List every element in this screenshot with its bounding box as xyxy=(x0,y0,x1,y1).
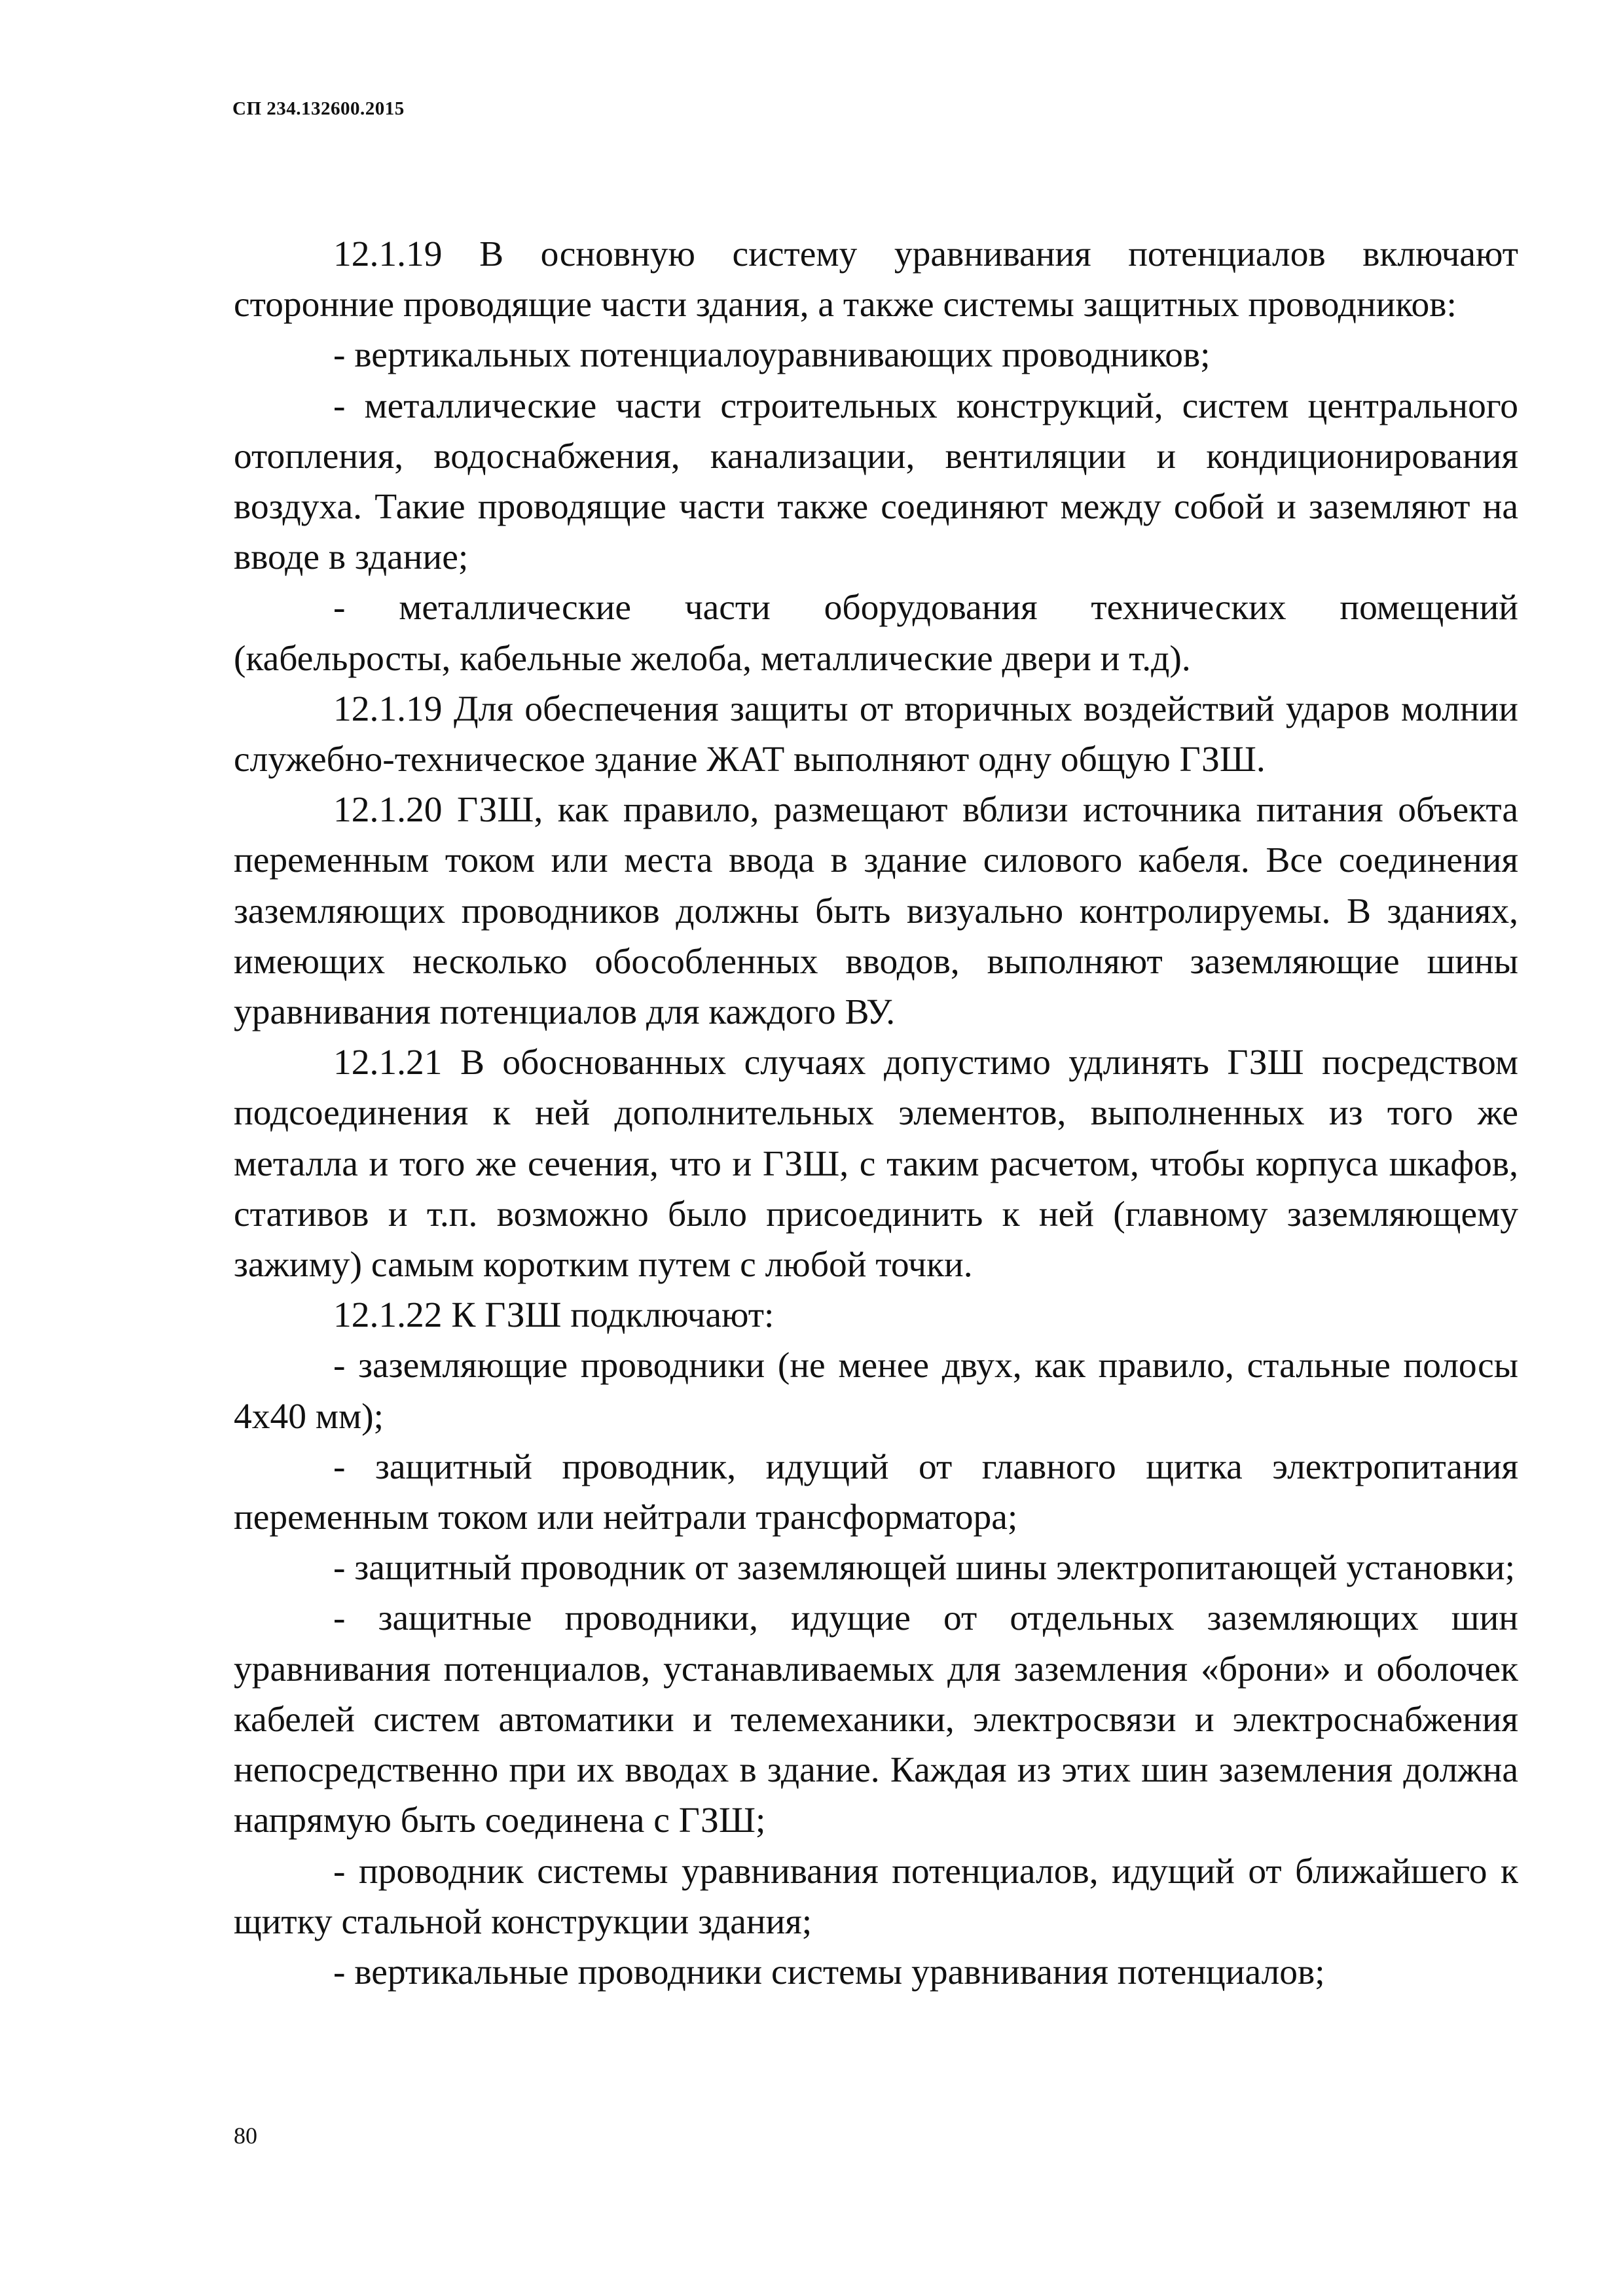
paragraph-12-1-19-intro: 12.1.19 В основную систему уравнивания потенциалов включают сторонние проводящие части здания, а также системы защитных проводников: xyxy=(234,234,1518,325)
list-item-metal-building-parts: - металлические части строительных конструкций, систем центрального отопления, водоснабжения, канализации, вентиляции и кондиционирования воздуха. Такие проводящие части также соединяют между собой и заземляют на вводе в здание; xyxy=(234,386,1518,578)
paragraph-12-1-22: 12.1.22 К ГЗШ подключают: xyxy=(333,1295,775,1336)
list-item-protective-conductor-power-unit: - защитный проводник от заземляющей шины электропитающей установки; xyxy=(333,1548,1516,1588)
page-number: 80 xyxy=(234,2123,257,2149)
document-code-header: СП 234.132600.2015 xyxy=(232,98,405,119)
document-body xyxy=(234,229,1518,1998)
paragraph-12-1-19-lightning: 12.1.19 Для обеспечения защиты от вторичных воздействий ударов молнии служебно-техническое здание ЖАТ выполняют одну общую ГЗШ. xyxy=(234,689,1518,780)
list-item-protective-conductor-main-panel: - защитный проводник, идущий от главного щитка электропитания переменным током или нейтрали трансформатора; xyxy=(234,1446,1518,1538)
list-item-protective-conductors-buses: - защитные проводники, идущие от отдельных заземляющих шин уравнивания потенциалов, устанавливаемых для заземления «брони» и оболочек кабелей систем автоматики и телемеханики, электросвязи и электроснабжения непосредственно при их вводах в здание. Каждая из этих шин заземления должна напрямую быть соединена с ГЗШ; xyxy=(234,1598,1518,1841)
list-item-vertical-equipotential-conductors: - вертикальные проводники системы уравнивания потенциалов; xyxy=(333,1952,1325,1992)
list-item-vertical-conductors: - вертикальных потенциалоуравнивающих проводников; xyxy=(333,335,1211,376)
list-item-equipotential-conductor: - проводник системы уравнивания потенциалов, идущий от ближайшего к щитку стальной конструкции здания; xyxy=(234,1851,1518,1942)
list-item-grounding-conductors: - заземляющие проводники (не менее двух, как правило, стальные полосы 4х40 мм); xyxy=(234,1346,1518,1437)
paragraph-12-1-21: 12.1.21 В обоснованных случаях допустимо удлинять ГЗШ посредством подсоединения к ней дополнительных элементов, выполненных из того же металла и того же сечения, что и ГЗШ, с таким расчетом, чтобы корпуса шкафов, стативов и т.п. возможно было присоединить к ней (главному заземляющему зажиму) самым коротким путем с любой точки. xyxy=(234,1043,1518,1285)
paragraph-12-1-20: 12.1.20 ГЗШ, как правило, размещают вблизи источника питания объекта переменным током или места ввода в здание силового кабеля. Все соединения заземляющих проводников должны быть визуально контролируемы. В зданиях, имеющих несколько обособленных вводов, выполняют заземляющие шины уравнивания потенциалов для каждого ВУ. xyxy=(234,790,1518,1033)
list-item-equipment-metal-parts: - металлические части оборудования технических помещений (кабельросты, кабельные желоба, металлические двери и т.д). xyxy=(234,588,1518,679)
